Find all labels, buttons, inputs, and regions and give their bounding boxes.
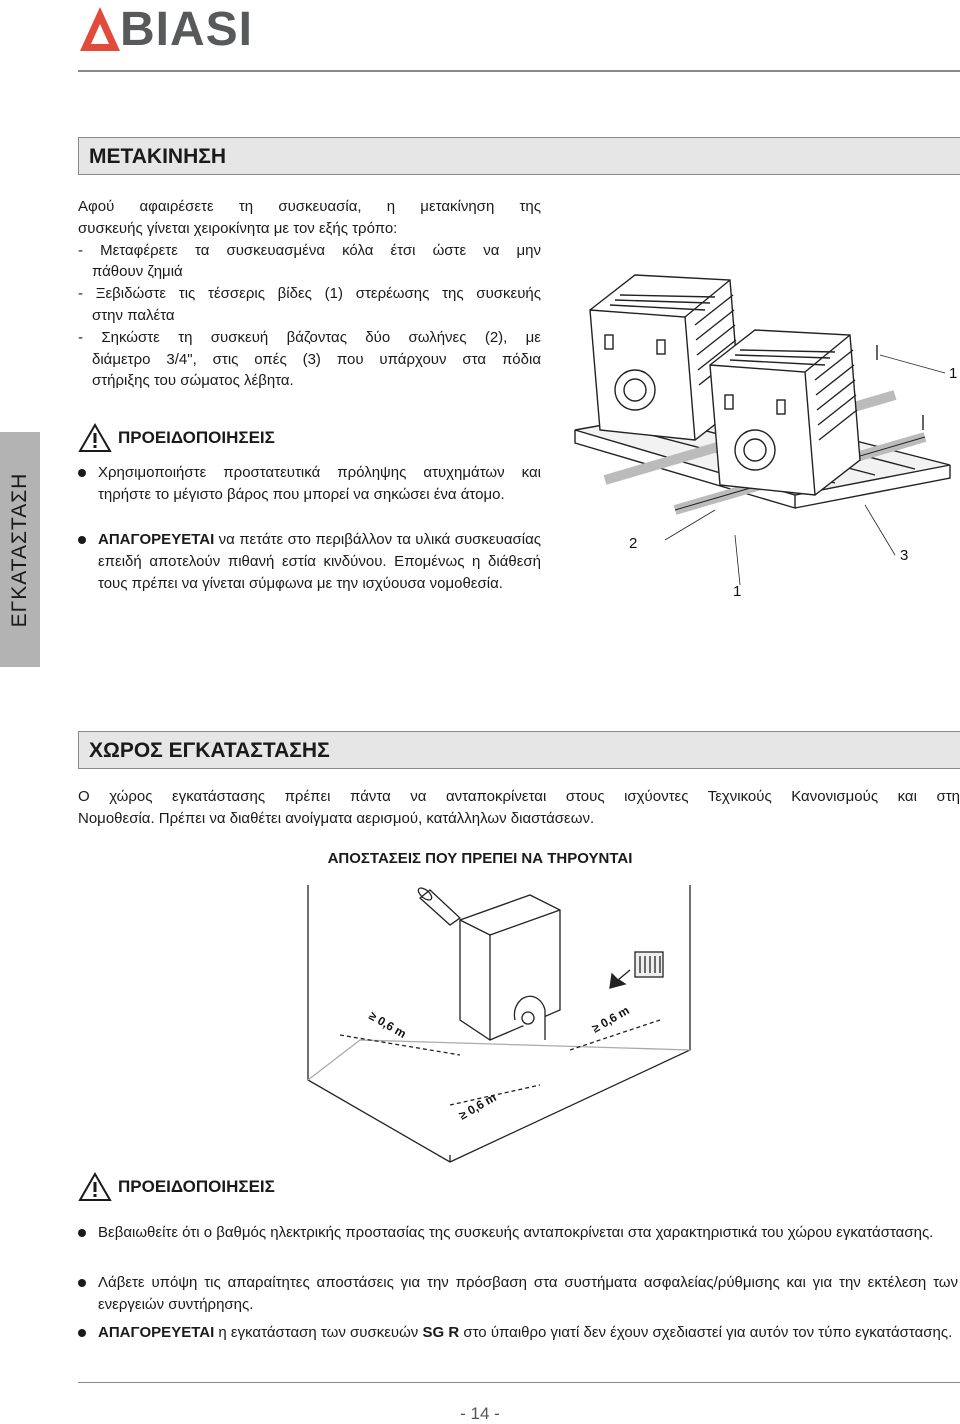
warning-emphasis: ΑΠΑΓΟΡΕΥΕΤΑΙ — [98, 1324, 215, 1341]
warning-triangle-icon — [78, 1172, 112, 1202]
warning-text: Χρησιμοποιήστε προστατευτικά πρόληψης ατυχημάτων και τηρήστε το μέγιστο βάρος που μπορεί να σηκώσει ένα άτομο. — [98, 464, 541, 503]
text-line: - Σηκώστε τη συσκευή βάζοντας δύο σωλήνες (2), με — [78, 328, 541, 346]
product-model: SG R — [422, 1324, 460, 1341]
bullet-dot — [78, 1279, 86, 1287]
section-title-moving: ΜΕΤΑΚΙΝΗΣΗ — [78, 137, 960, 175]
warning-heading — [78, 423, 275, 453]
text-line: συσκευής γίνεται χειροκίνητα με τον εξής τρόπο: — [78, 219, 398, 237]
header-rule — [78, 70, 960, 72]
text-line: - Ξεβιδώστε τις τέσσερις βίδες (1) στερέωσης της συσκευής — [78, 285, 541, 303]
text-line: Νομοθεσία. Πρέπει να διαθέτει ανοίγματα αερισμού, κατάλληλων διαστάσεων. — [78, 809, 595, 827]
clearance-right-label: ≥ 0,6 m — [589, 1003, 632, 1036]
warning-text: Βεβαιωθείτε ότι ο βαθμός ηλεκτρικής προστασίας της συσκευής ανταποκρίνεται στα χαρακτηριστικά του χώρου εγκατάστασης. — [98, 1224, 934, 1241]
warning-item — [78, 1272, 958, 1316]
logo-flame-icon — [78, 4, 122, 54]
warning-text: Λάβετε υπόψη τις απαραίτητες αποστάσεις για την πρόσβαση στα συστήματα ασφαλείας/ρύθμισης και για την εκτέλεση των ενεργειών συντήρησης. — [98, 1274, 958, 1313]
brand-name: BIASI — [120, 3, 254, 56]
warning-title: ΠΡΟΕΙΔΟΠΟΙΗΣΕΙΣ — [118, 1177, 275, 1196]
callout-1: 1 — [949, 365, 958, 382]
page-number: - 14 - — [460, 1404, 500, 1423]
warning-item — [78, 1222, 958, 1244]
text-line: στην παλέτα — [92, 306, 175, 324]
warning-text: η εγκατάσταση των συσκευών — [214, 1324, 423, 1341]
text-line: Αφού αφαιρέσετε τη συσκευασία, η μετακίνηση της — [78, 198, 541, 215]
warning-heading — [78, 1172, 275, 1202]
figure-caption: ΑΠΟΣΤΑΣΕΙΣ ΠΟΥ ΠΡΕΠΕΙ ΝΑ ΤΗΡΟΥΝΤΑΙ — [327, 850, 633, 867]
clearance-left-label: ≥ 0,6 m — [366, 1008, 409, 1041]
clearance-room-illustration — [300, 880, 700, 1165]
text-line: διάμετρο 3/4", στις οπές (3) που υπάρχουν στα πόδια — [92, 350, 541, 368]
callout-2: 2 — [629, 535, 638, 552]
warning-item — [78, 462, 541, 506]
boiler-pallet-illustration — [565, 255, 960, 600]
warning-item — [78, 1322, 958, 1344]
footer-rule — [78, 1382, 960, 1383]
text-line: στήριξης του σώματος λέβητα. — [92, 372, 294, 390]
text-line: - Μεταφέρετε τα συσκευασμένα κόλα έτσι ώστε να μην — [78, 241, 541, 259]
side-tab-installation — [0, 432, 40, 667]
bullet-dot — [78, 469, 86, 477]
clearance-front-label: ≥ 0,6 m — [456, 1090, 499, 1123]
warning-item — [78, 529, 541, 594]
bullet-dot — [78, 1329, 86, 1337]
warning-emphasis: ΑΠΑΓΟΡΕΥΕΤΑΙ — [98, 531, 215, 548]
installation-space-text — [78, 786, 960, 830]
section-title-installation-space: ΧΩΡΟΣ ΕΓΚΑΤΑΣΤΑΣΗΣ — [78, 731, 960, 769]
bullet-dot — [78, 1229, 86, 1237]
warning-title: ΠΡΟΕΙΔΟΠΟΙΗΣΕΙΣ — [118, 428, 275, 447]
text-line: πάθουν ζημιά — [92, 263, 183, 281]
callout-3: 3 — [900, 547, 909, 564]
callout-1b: 1 — [733, 583, 742, 600]
warning-triangle-icon — [78, 423, 112, 453]
warning-text: να πετάτε στο περιβάλλον τα υλικά συσκευασίας επειδή αποτελούν πιθανή εστία κινδύνου. Επομένως η διάθεσή τους πρέπει να γίνεται σύμφωνα με την ισχύουσα νομοθεσία. — [98, 531, 541, 592]
bullet-dot — [78, 536, 86, 544]
moving-instructions — [78, 196, 541, 392]
brand-logo — [78, 4, 278, 54]
side-tab-label: ΕΓΚΑΤΑΣΤΑΣΗ — [8, 472, 31, 627]
warning-text: στο ύπαιθρο γιατί δεν έχουν σχεδιαστεί για αυτόν τον τύπο εγκατάστασης. — [459, 1324, 953, 1341]
text-line: Ο χώρος εγκατάστασης πρέπει πάντα να ανταποκρίνεται στους ισχύοντες Τεχνικούς Κανονισμούς και στη — [78, 788, 960, 805]
